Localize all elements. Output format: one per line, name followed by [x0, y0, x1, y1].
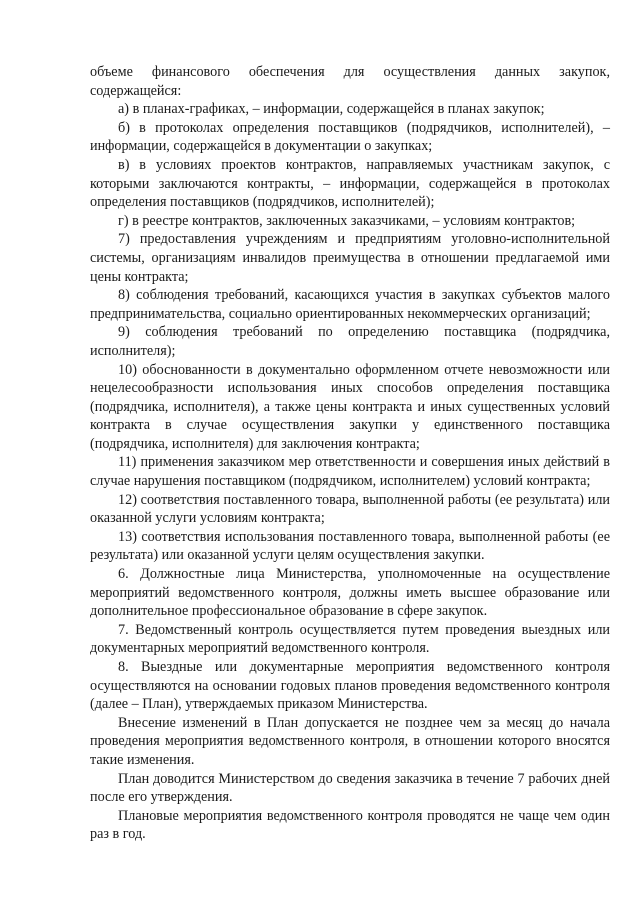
paragraph-item-9: 9) соблюдения требований по определению поставщика (подрядчика, исполнителя); [90, 324, 610, 359]
paragraph-item-a: а) в планах-графиках, – информации, содержащейся в планах закупок; [118, 101, 545, 118]
paragraph-item-10: 10) обоснованности в документально оформленном отчете невозможности или нецелесообразности использования иных способов определения поставщика (подрядчика, исполнителя), а также цены контракта и иных существенных условий контракта в случае осуществления закупки у единственного поставщика (подрядчика, исполнителя) для заключения контракта; [90, 361, 610, 452]
paragraph-item-12: 12) соответствия поставленного товара, выполненной работы (ее результата) или оказанной услуги условиям контракта; [90, 491, 610, 527]
paragraph-item-8: 8) соблюдения требований, касающихся участия в закупках субъектов малого предпринимательства, социально ориентированных некоммерческих организаций; [90, 287, 610, 322]
paragraph-item-b: б) в протоколах определения поставщиков (подрядчиков, исполнителей), – информации, содержащейся в документации о закупках; [90, 119, 610, 155]
paragraph-item-13: 13) соответствия использования поставленного товара, выполненной работы (ее результата) или оказанной услуги целям осуществления закупки. [90, 528, 610, 564]
paragraph-plan-changes: Внесение изменений в План допускается не позднее чем за месяц до начала проведения мероприятия ведомственного контроля, в отношении которого вносятся такие изменения. [90, 714, 610, 768]
paragraph-intro: объеме финансового обеспечения для осуществления данных закупок, содержащейся: [90, 64, 610, 99]
paragraph-planned-frequency: Плановые мероприятия ведомственного контроля проводятся не чаще чем один раз в год. [90, 807, 610, 843]
paragraph-item-11: 11) применения заказчиком мер ответственности и совершения иных действий в случае нарушения поставщиком (подрядчиком, исполнителем) условий контракта; [90, 454, 610, 490]
paragraph-section-7: 7. Ведомственный контроль осуществляется путем проведения выездных или документарных мероприятий ведомственного контроля. [90, 621, 610, 657]
paragraph-item-7: 7) предоставления учреждениям и предприятиям уголовно-исполнительной системы, организациям инвалидов преимущества в отношении предлагаемой ими цены контракта; [90, 231, 610, 285]
paragraph-item-v: в) в условиях проектов контрактов, направляемых участникам закупок, с которыми заключаются контракты, – информации, содержащейся в протоколах определения поставщиков (подрядчиков, исполнителей); [90, 156, 610, 211]
paragraph-plan-delivery: План доводится Министерством до сведения заказчика в течение 7 рабочих дней после его утверждения. [90, 770, 610, 806]
document-body [90, 63, 610, 844]
paragraph-item-g: г) в реестре контрактов, заключенных заказчиками, – условиям контрактов; [118, 212, 576, 229]
paragraph-section-8: 8. Выездные или документарные мероприятия ведомственного контроля осуществляются на основании годовых планов проведения ведомственного контроля (далее – План), утверждаемых приказом Министерства. [90, 659, 610, 713]
paragraph-section-6: 6. Должностные лица Министерства, уполномоченные на осуществление мероприятий ведомственного контроля, должны иметь высшее образование или дополнительное профессиональное образование в сфере закупок. [90, 566, 610, 620]
